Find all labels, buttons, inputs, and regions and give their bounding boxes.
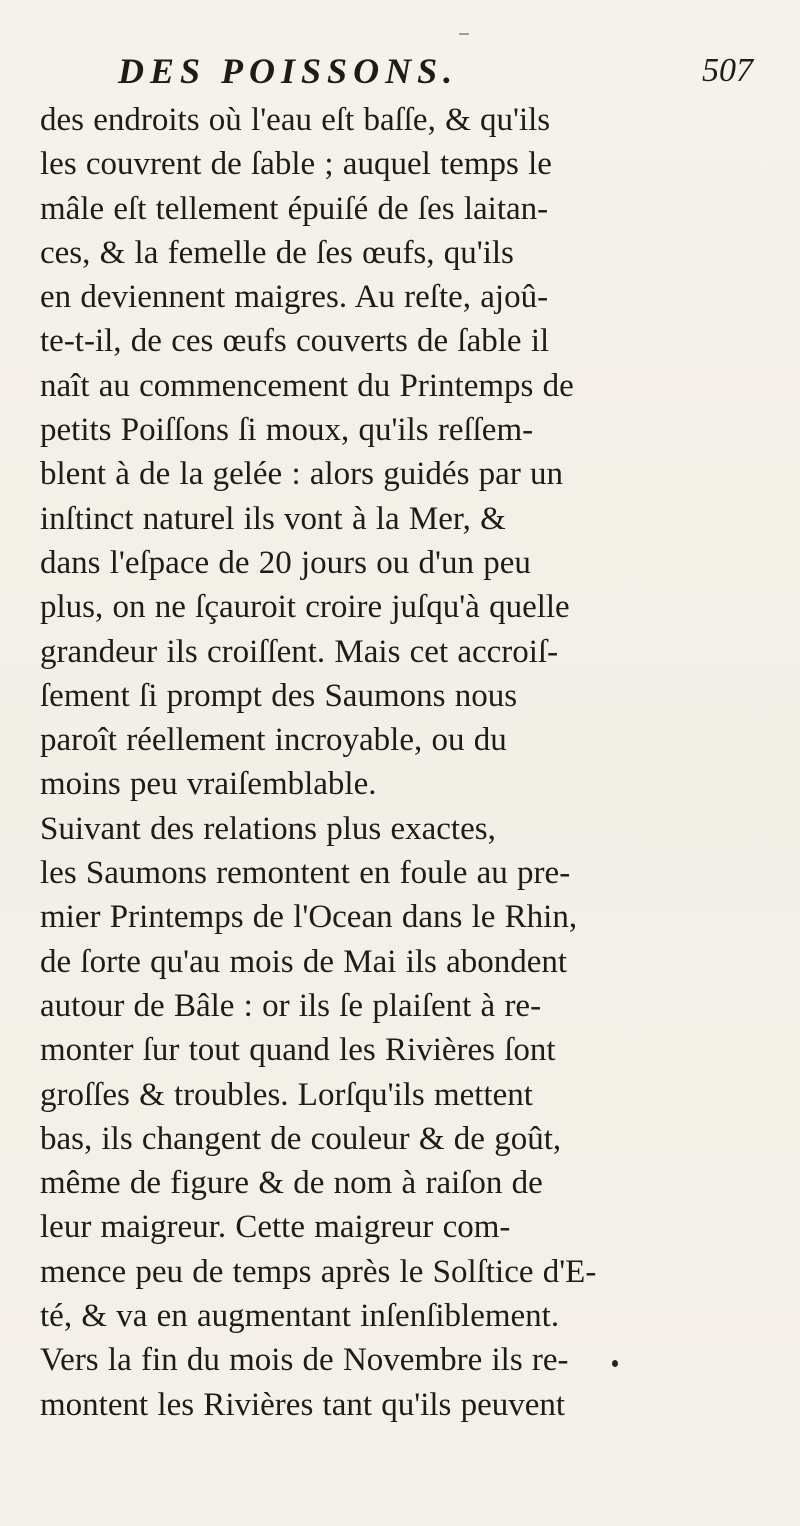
text-line: té, & va en augmentant inſenſiblement. [40,1298,560,1335]
text-line: les couvrent de ſable ; auquel temps le [40,146,552,183]
text-line: monter ſur tout quand les Rivières ſont [40,1032,556,1069]
text-line: Vers la fin du mois de Novembre ils re- [40,1342,569,1379]
text-line: en deviennent maigres. Au reſte, ajoû- [40,279,549,316]
text-line: bas, ils changent de couleur & de goût, [40,1120,562,1157]
text-line: naît au commencement du Printemps de [40,367,574,404]
body-text [40,98,790,1427]
text-line: dans l'eſpace de 20 jours ou d'un peu [40,544,531,581]
text-line: mier Printemps de l'Ocean dans le Rhin, [40,899,578,936]
text-line: groſſes & troubles. Lorſqu'ils mettent [40,1076,533,1113]
text-line: montent les Rivières tant qu'ils peuvent [40,1386,566,1423]
text-line: autour de Bâle : or ils ſe plaiſent à re- [40,987,542,1024]
text-line: mâle eſt tellement épuiſé de ſes laitan- [40,190,549,227]
text-line: inſtinct naturel ils vont à la Mer, & [40,500,506,537]
text-line: moins peu vraiſemblable. [40,766,377,803]
text-line: ſement ſi prompt des Saumons nous [40,677,518,714]
page-header [0,46,800,96]
text-line: paroît réellement incroyable, ou du [40,722,507,759]
running-title: DES POISSONS. [118,51,459,91]
text-line: ces, & la femelle de ſes œufs, qu'ils [40,234,514,271]
text-line: petits Poiſſons ſi moux, qu'ils reſſem- [40,412,534,449]
text-line: blent à de la gelée : alors guidés par un [40,456,564,493]
ink-speck [612,1360,618,1367]
text-line: te-t-il, de ces œufs couverts de ſable il [40,323,550,360]
text-line: Suivant des relations plus exactes, [40,810,496,847]
text-line: les Saumons remontent en foule au pre- [40,855,571,892]
text-line: leur maigreur. Cette maigreur com- [40,1209,511,1246]
ink-mark [459,33,469,35]
text-line: grandeur ils croiſſent. Mais cet accroiſ- [40,633,559,670]
text-line: même de figure & de nom à raiſon de [40,1165,543,1202]
page-number: 507 [702,52,753,89]
text-line: de ſorte qu'au mois de Mai ils abondent [40,943,568,980]
text-line: mence peu de temps après le Solſtice d'E- [40,1253,597,1290]
text-line: plus, on ne ſçauroit croire juſqu'à quelle [40,589,570,626]
text-line: des endroits où l'eau eſt baſſe, & qu'ils [40,102,551,138]
